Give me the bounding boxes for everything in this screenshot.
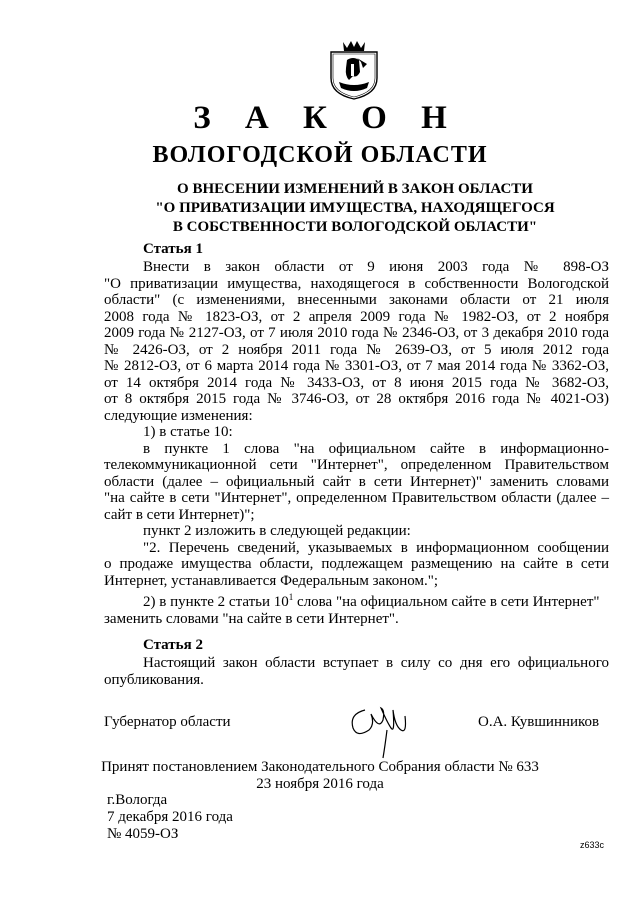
text-line: № 2812-ОЗ, от 6 марта 2014 года № 3301-ОЗ, от 7 мая 2014 года № 3362-ОЗ, (104, 358, 609, 374)
text-line: Настоящий закон области вступает в силу со дня его официального (143, 655, 609, 671)
text-line: "О приватизации имущества, находящегося в собственности Вологодской (104, 275, 609, 292)
article-1-body (104, 259, 609, 627)
item-2-post: слова "на официальном сайте в сети Интернет" (293, 594, 600, 610)
text-line: области" (с изменениями, внесенными законами области от 21 июля (104, 292, 609, 308)
text-line: области (далее – официальный сайт в сети Интернет)" заменить словами (104, 473, 609, 490)
item-1-point-2-text: пункт 2 изложить в следующей редакции: (143, 523, 411, 539)
text-line: телекоммуникационной сети "Интернет", определенном Правительством (104, 457, 609, 473)
text-line: сайт в сети Интернет)"; (104, 506, 255, 523)
signing-date: 7 декабря 2016 года (107, 809, 233, 825)
text-line: 2009 года № 2127-ОЗ, от 7 июля 2010 года № 2346-ОЗ, от 3 декабря 2010 года (104, 325, 609, 341)
article-2-body (104, 655, 609, 688)
adoption-line-2: 23 ноября 2016 года (256, 776, 384, 792)
handwritten-signature (335, 700, 425, 760)
adoption-line-1: Принят постановлением Законодательного Собрания области № 633 (101, 759, 539, 775)
article-1-heading: Статья 1 (143, 241, 203, 257)
item-2-superscript: 1 (288, 592, 294, 602)
quote-line: о продаже имущества области, подлежащем размещению на сайте в сети (104, 556, 609, 572)
text-line: Внести в закон области от 9 июня 2003 года № 898-ОЗ (143, 259, 609, 275)
text-line: "на сайте в сети "Интернет", определенном Правительством области (далее – (104, 490, 609, 506)
region-title: ВОЛОГОДСКОЙ ОБЛАСТИ (152, 142, 488, 168)
subject-line: О ВНЕСЕНИИ ИЗМЕНЕНИЙ В ЗАКОН ОБЛАСТИ (177, 181, 533, 197)
law-subject-heading (100, 180, 610, 237)
subject-line: "О ПРИВАТИЗАЦИИ ИМУЩЕСТВА, НАХОДЯЩЕГОСЯ (155, 200, 555, 216)
item-1-text: 1) в статье 10: (143, 424, 233, 440)
governor-name: О.А. Кувшинников (478, 714, 600, 730)
item-2-line (104, 589, 609, 611)
document-title: З А К О Н (193, 100, 460, 136)
text-line: № 2426-ОЗ, от 2 ноября 2011 года № 2639-ОЗ, от 5 июля 2012 года (104, 341, 609, 358)
text-line: от 14 октября 2014 года № 3433-ОЗ, от 8 июня 2015 года № 3682-ОЗ, (104, 374, 609, 391)
item-2-pre: 2) в пункте 2 статьи 10 (143, 594, 289, 610)
text-line: следующие изменения: (104, 407, 253, 424)
item-2-line-2: заменить словами "на сайте в сети Интернет". (104, 610, 399, 627)
quote-line: Интернет, устанавливается Федеральным законом."; (104, 572, 439, 589)
subject-line: В СОБСТВЕННОСТИ ВОЛОГОДСКОЙ ОБЛАСТИ" (172, 219, 538, 235)
law-number: № 4059-ОЗ (107, 826, 179, 842)
text-line: 2008 года № 1823-ОЗ, от 2 апреля 2009 года № 1982-ОЗ, от 2 ноября (104, 308, 609, 325)
city: г.Вологда (107, 792, 168, 808)
text-line: от 8 октября 2015 года № 3746-ОЗ, от 28 октября 2016 года № 4021-ОЗ) (104, 391, 609, 407)
governor-position: Губернатор области (104, 714, 231, 730)
document-code-stamp: z633c (579, 840, 604, 850)
quote-line: "2. Перечень сведений, указываемых в информационном сообщении (143, 539, 609, 556)
article-2-heading: Статья 2 (143, 637, 203, 653)
coat-of-arms-emblem (327, 38, 381, 100)
text-line: в пункте 1 слова "на официальном сайте в информационно- (143, 440, 609, 457)
text-line: опубликования. (104, 671, 204, 688)
